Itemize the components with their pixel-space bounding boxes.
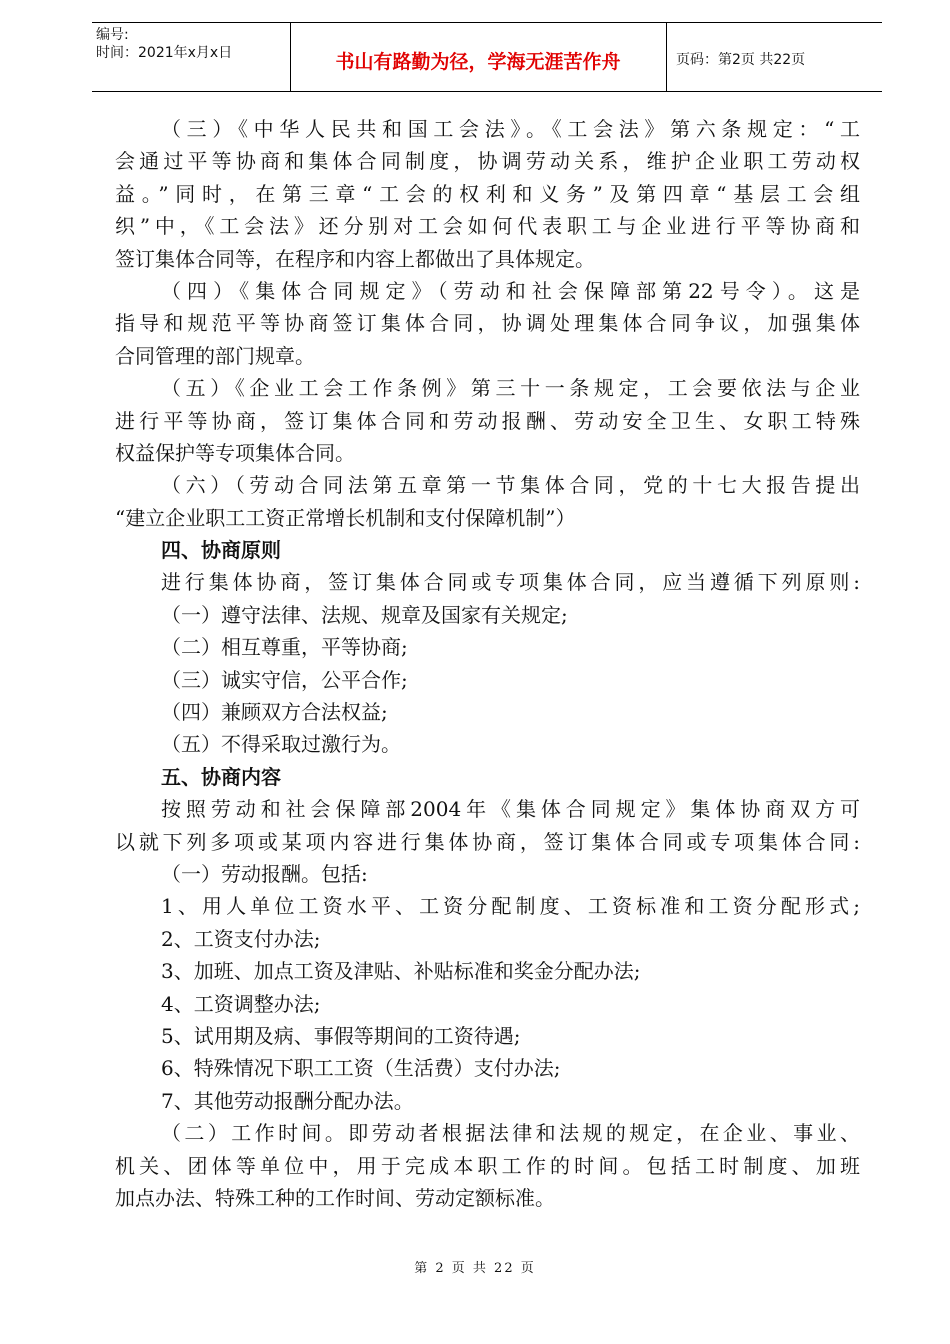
text-line: 4、工资调整办法; (161, 991, 321, 1016)
text-line: （五）不得采取过激行为。 (161, 732, 401, 757)
text-line: （二）相互尊重，平等协商; (161, 635, 408, 660)
text-line: 7、其他劳动报酬分配办法。 (161, 1088, 414, 1113)
page-label: 页码：第2页 共22页 (676, 52, 806, 68)
text-line: 2、工资支付办法; (161, 926, 321, 951)
page-footer: 第 2 页 共 22 页 (414, 1261, 536, 1276)
time-label: 时间：2021年x月x日 (96, 45, 233, 61)
number-label: 编号: (96, 27, 129, 43)
text-line: 织”中，《工会法》还分别对工会如何代表职工与企业进行平等协商和 (115, 214, 860, 239)
text-line: 6、特殊情况下职工工资（生活费）支付办法; (161, 1056, 561, 1081)
text-line: （四）《集体合同规定》（劳动和社会保障部第22号令）。这是 (161, 278, 860, 303)
document-body (115, 113, 860, 1214)
header-meta (92, 23, 291, 91)
section-heading: 四、协商原则 (161, 538, 281, 563)
text-line: （四）兼顾双方合法权益; (161, 700, 388, 725)
text-line: 1、用人单位工资水平、工资分配制度、工资标准和工资分配形式; (161, 894, 860, 919)
text-line: （二）工作时间。即劳动者根据法律和法规的规定，在企业、事业、 (161, 1121, 860, 1146)
text-line: 权益保护等专项集体合同。 (115, 440, 355, 465)
text-line: “建立企业职工工资正常增长机制和支付保障机制”） (115, 505, 576, 530)
text-line: 签订集体合同等，在程序和内容上都做出了具体规定。 (115, 246, 595, 271)
text-line: （三）《中华人民共和国工会法》。《工会法》第六条规定：“工 (161, 117, 860, 141)
text-line: 合同管理的部门规章。 (115, 343, 315, 368)
text-line: 进行平等协商，签订集体合同和劳动报酬、劳动安全卫生、女职工特殊 (115, 408, 860, 433)
text-line: 指导和规范平等协商签订集体合同，协调处理集体合同争议，加强集体 (115, 311, 860, 336)
text-line: （一）遵守法律、法规、规章及国家有关规定; (161, 602, 568, 627)
text-line: 按照劳动和社会保障部2004年《集体合同规定》集体协商双方可 (161, 797, 860, 822)
section-heading: 五、协商内容 (161, 764, 281, 789)
header-page (666, 23, 882, 91)
text-line: 进行集体协商，签订集体合同或专项集体合同，应当遵循下列原则: (161, 570, 860, 595)
text-line: （六）（劳动合同法第五章第一节集体合同，党的十七大报告提出 (161, 473, 860, 498)
page-header (92, 22, 882, 92)
text-line: （一）劳动报酬。包括: (161, 861, 368, 886)
text-line: 会通过平等协商和集体合同制度，协调劳动关系，维护企业职工劳动权 (115, 149, 860, 174)
text-line: （三）诚实守信，公平合作; (161, 667, 408, 692)
motto-text: 书山有路勤为径，学海无涯苦作舟 (335, 51, 621, 73)
header-motto (290, 23, 667, 91)
text-line: 以就下列多项或某项内容进行集体协商，签订集体合同或专项集体合同: (115, 829, 860, 854)
text-line: 加点办法、特殊工种的工作时间、劳动定额标准。 (115, 1185, 555, 1210)
text-line: 3、加班、加点工资及津贴、补贴标准和奖金分配办法; (161, 959, 641, 984)
text-line: （五）《企业工会工作条例》第三十一条规定，工会要依法与企业 (161, 376, 860, 401)
text-line: 5、试用期及病、事假等期间的工资待遇; (161, 1023, 521, 1048)
text-line: 机关、团体等单位中，用于完成本职工作的时间。包括工时制度、加班 (115, 1153, 860, 1178)
text-line: 益。”同时，在第三章“工会的权利和义务”及第四章“基层工会组 (115, 181, 860, 206)
